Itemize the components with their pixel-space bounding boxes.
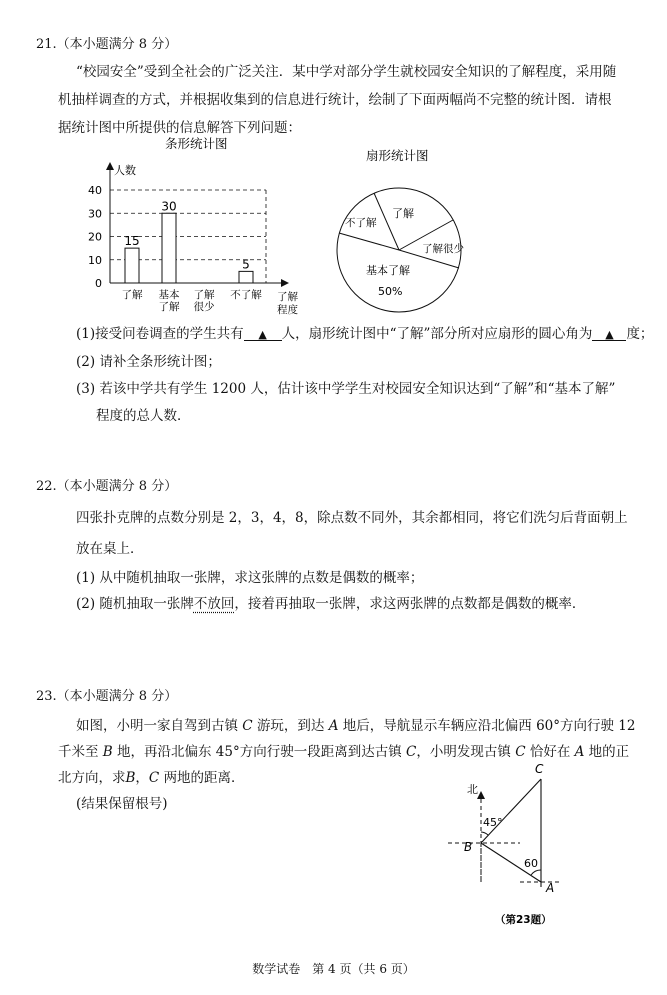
x-category-label: 了解 (193, 289, 215, 301)
angle-arc-45 (481, 832, 488, 835)
point-A-label: A (546, 881, 555, 895)
x-axis-label-line1: 了解 (277, 291, 298, 303)
bar-chart-title: 条形统计图 (165, 136, 228, 151)
figure-caption: （第23题） (495, 914, 552, 926)
q22-line2: 放在桌上． (76, 541, 144, 557)
pie-label-buliaojie: 不了解 (345, 217, 377, 229)
q22-part1: (1) 从中随机抽取一张牌，求这张牌的点数是偶数的概率； (76, 570, 424, 586)
point-B-label: B (464, 840, 473, 854)
bar-value-label: 15 (124, 234, 140, 249)
y-tick-label: 30 (88, 207, 102, 221)
pie-label-liaojie: 了解 (392, 207, 414, 220)
north-label: 北 (467, 783, 478, 796)
angle-arc-60 (531, 870, 541, 875)
bar-value-label: 30 (161, 199, 177, 214)
q23-header: 23.（本小题满分 8 分） (36, 689, 178, 704)
q21-part3-line2: 程度的总人数． (96, 408, 191, 424)
point-C-label: C (535, 762, 544, 776)
q21-blank-2[interactable]: ▲ (592, 329, 626, 341)
page-footer: 数学试卷 第 4 页（共 6 页） (252, 962, 415, 976)
segment-BC (481, 779, 541, 843)
q21-header: 21.（本小题满分 8 分） (36, 37, 178, 52)
pie-chart (328, 140, 478, 320)
q23-note: (结果保留根号) (76, 796, 168, 812)
bar-1 (162, 213, 176, 283)
y-axis-label: 人数 (114, 164, 136, 177)
q21-part3-line1: (3) 若该中学共有学生 1200 人，估计该中学学生对校园安全知识达到“了解”和“基本了解” (76, 381, 616, 397)
angle-45-label: 45° (483, 816, 503, 829)
q21-blank-1[interactable]: ▲ (244, 329, 282, 341)
q23-line2: 千米至 B 地，再沿北偏东 45°方向行驶一段距离到达古镇 C，小明发现古镇 C 恰好在 A 地的正 (58, 744, 630, 760)
q21-intro-line1: “校园安全”受到全社会的广泛关注．某中学对部分学生就校园安全知识的了解程度，采用随 (76, 64, 617, 80)
pie-label-liaojiehenshao: 了解很少 (422, 243, 464, 255)
x-category-label: 不了解 (230, 289, 262, 301)
q21-part1: (1)接受问卷调查的学生共有 ▲ 人，扇形统计图中“了解”部分所对应扇形的圆心角为 ▲ 度； (76, 326, 654, 342)
pie-divider-2 (339, 233, 399, 250)
q22-header: 22.（本小题满分 8 分） (36, 479, 178, 494)
pie-divider-1 (374, 193, 399, 250)
x-category-label: 基本 (158, 289, 180, 301)
bar-3 (239, 271, 253, 283)
x-axis-label-line2: 程度 (277, 304, 298, 316)
q23-figure (440, 755, 580, 935)
q21-intro-line3: 据统计图中所提供的信息解答下列问题： (58, 120, 301, 136)
q21-part2: (2) 请补全条形统计图； (76, 354, 221, 370)
x-category-label: 了解 (158, 301, 180, 313)
bar-chart (80, 130, 320, 320)
q23-line1: 如图，小明一家自驾到古镇 C 游玩，到达 A 地后，导航显示车辆应沿北偏西 60°方向行驶 12 (76, 718, 636, 734)
x-category-label: 很少 (193, 301, 215, 313)
pie-value-50pct: 50% (378, 285, 403, 298)
pie-label-jibenliaojie: 基本了解 (366, 264, 410, 277)
y-tick-label: 10 (88, 253, 102, 267)
angle-60-label: 60 (524, 857, 538, 870)
q22-part2: (2) 随机抽取一张牌不放回，接着再抽取一张牌，求这两张牌的点数都是偶数的概率． (76, 596, 586, 612)
y-tick-label: 0 (95, 277, 102, 290)
x-category-label: 了解 (121, 289, 143, 301)
bar-value-label: 5 (242, 257, 250, 272)
q23-line3: 北方向，求B，C 两地的距离． (58, 770, 245, 786)
q22-line1: 四张扑克牌的点数分别是 2，3，4，8，除点数不同外，其余都相同，将它们洗匀后背面朝上 (76, 510, 628, 526)
q21-intro-line2: 机抽样调查的方式，并根据收集到的信息进行统计，绘制了下面两幅尚不完整的统计图．请根 (58, 92, 612, 108)
bar-0 (125, 248, 139, 283)
q22-emphasis: 不放回 (193, 596, 235, 612)
y-tick-label: 40 (88, 184, 102, 197)
pie-chart-title: 扇形统计图 (366, 148, 429, 163)
y-tick-label: 20 (88, 230, 102, 244)
